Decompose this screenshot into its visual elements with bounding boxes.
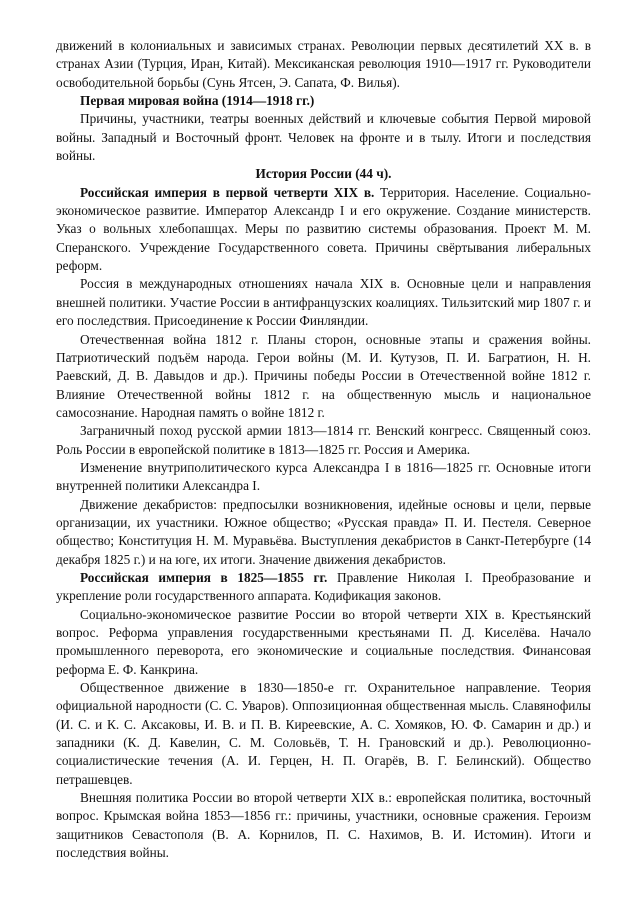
paragraph-empire-1825-1855 [56, 569, 591, 606]
paragraph-lead: Российская империя в 1825—1855 гг. [80, 569, 328, 585]
paragraph-social-movement: Общественное движение в 1830—1850-е гг. Охранительное направление. Теория официальной народности (С. С. Уваров). Оппозиционная общественная мысль. Славянофилы (И. С. и К. С. Аксаковы, И. В. и П. В. Киреевские, А. С. Хомяков, Ю. Ф. Самарин и др.) и западники (К. Д. Кавелин, С. М. Соловьёв, Т. Н. Грановский и др.). Революционно-социалистические течения (А. И. Герцен, Н. П. Огарёв, В. Г. Белинский). Общество петрашевцев. [56, 680, 591, 787]
paragraph-body: Правление Николая I. Преобразование и укрепление роли государственного аппарата. Кодификация законов. [56, 569, 592, 604]
paragraph-continuation: движений в колониальных и зависимых странах. Революции первых десятилетий XX в. в странах Азии (Турция, Иран, Китай). Мексиканская революция 1910—1917 гг. Руководители освободительной борьбы (Сунь Ятсен, Э. Сапата, Ф. Вилья). [56, 38, 591, 90]
paragraph-foreign-campaign: Заграничный поход русской армии 1813—1814 гг. Венский конгресс. Священный союз. Роль России в европейской политике в 1813—1825 гг. Россия и Америка. [56, 423, 591, 457]
document-page [56, 37, 591, 862]
paragraph-patriotic-war-1812: Отечественная война 1812 г. Планы сторон, основные этапы и сражения войны. Патриотический подъём народа. Герои войны (М. И. Кутузов, П. И. Багратион, Н. Н. Раевский, Д. В. Давыдов и др.). Причины победы России в Отечественной войне 1812 г. Влияние Отечественной войны 1812 г. на общественную мысль и национальное самосознание. Народная память о войне 1812 г. [56, 331, 591, 420]
paragraph-socio-economic: Социально-экономическое развитие России во второй четверти XIX в. Крестьянский вопрос. Реформа управления государственными крестьянами П. Д. Киселёва. Начало промышленного переворота, его экономические и социальные последствия. Финансовая реформа Е. Ф. Канкрина. [56, 606, 591, 677]
subheading-first-world-war [56, 92, 591, 110]
section-title: История России (44 ч). [255, 166, 392, 182]
subheading-text: Первая мировая война (1914—1918 гг.) [80, 93, 315, 109]
paragraph-empire-early-19th [56, 184, 591, 276]
paragraph-decembrists: Движение декабристов: предпосылки возникновения, идейные основы и цели, первые организации, их участники. Южное общество; «Русская правда» П. И. Пестеля. Северное общество; Конституция Н. М. Муравьёва. Выступления декабристов в Санкт-Петербурге (14 декабря 1825 г.) и на юге, их итоги. Значение движения декабристов. [56, 496, 591, 567]
paragraph-internal-policy-change: Изменение внутриполитического курса Александра I в 1816—1825 гг. Основные итоги внутренней политики Александра I. [56, 459, 591, 494]
paragraph-lead: Российская империя в первой четверти XIX в. [80, 184, 375, 200]
paragraph-body: Территория. Население. Социально-экономическое развитие. Император Александр I и его окружение. Создание министерств. Указ о вольных хлебопашцах. Меры по развитию системы образования. Проект М. М. Сперанского. Учреждение Государственного совета. Причины свёртывания либеральных реформ. [56, 184, 591, 274]
paragraph-international-relations: Россия в международных отношениях начала XIX в. Основные цели и направления внешней политики. Участие России в антифранцузских коалициях. Тильзитский мир 1807 г. и его последствия. Присоединение к России Финляндии. [56, 276, 591, 329]
paragraph-ww1-content: Причины, участники, театры военных действий и ключевые события Первой мировой войны. Западный и Восточный фронт. Человек на фронте и в тылу. Итоги и последствия войны. [56, 111, 591, 164]
paragraph-foreign-policy: Внешняя политика России во второй четверти XIX в.: европейская политика, восточный вопрос. Крымская война 1853—1856 гг.: причины, участники, основные сражения. Героизм защитников Севастополя (В. А. Корнилов, П. С. Нахимов, В. И. Истомин). Итоги и последствия войны. [56, 790, 591, 861]
